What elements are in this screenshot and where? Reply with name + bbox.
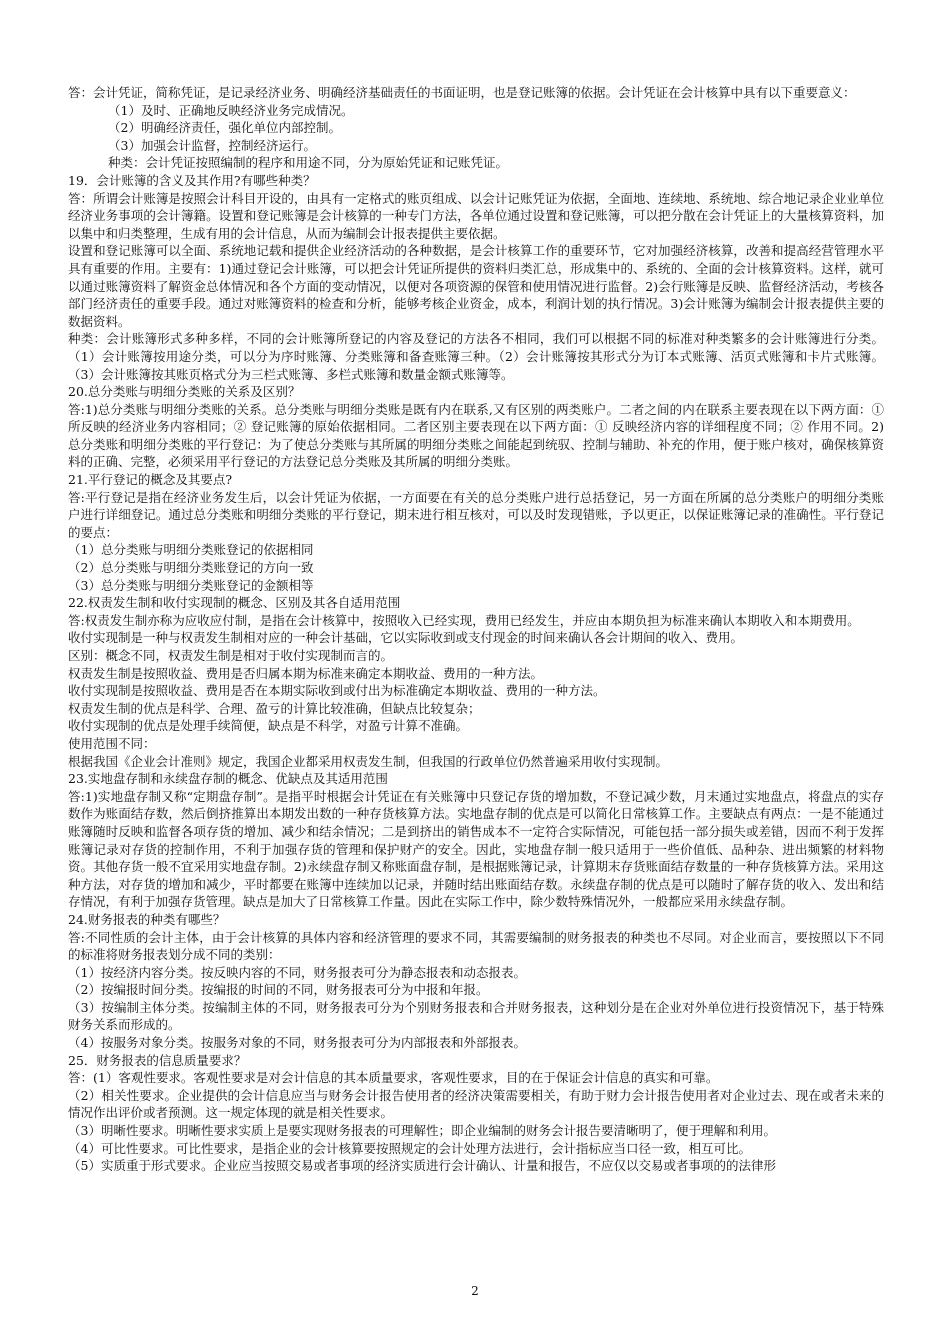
list-item: （1）及时、正确地反映经济业务完成情况。	[108, 102, 354, 118]
document-body	[68, 84, 884, 1175]
question-heading: 22.权责发生制和收付实现制的概念、区别及其各自适用范围	[68, 595, 401, 611]
answer-paragraph: 答:1)实地盘存制又称“定期盘存制”。是指平时根据会计凭证在有关账簿中只登记存货的增加数，不登记减少数，月末通过实地盘点，将盘点的实存数作为账面结存数，然后倒挤推算出本期发出数的一种存货核算方法。实地盘存制的优点是可以简化日常核算工作。主要缺点有两点：一是不能通过账簿随时反映和监督各项存货的增加、减少和结余情况；二是到挤出的销售成本不一定符合实际情况，可能包括一部分损失或差错，因而不利于发挥账簿记录对存货的控制作用，不利于加强存货的管理和保护财产的安全。因此，实地盘存制一般只适用于一些价值低、品种杂、进出频繁的材料物资。其他存货一般不宜采用实地盘存制。2)永续盘存制又称账面盘存制，是根据账簿记录，计算期末存货账面结存数量的一种存货核算方法。采用这种方法，对存货的增加和减少，平时都要在账簿中连续加以记录，并随时结出账面结存数。永续盘存制的优点是可以随时了解存货的收入、发出和结存情况，有利于加强存货管理。缺点是加大了日常核算工作量。因此在实际工作中，除少数特殊情况外，一般都应采用永续盘存制。	[68, 788, 884, 910]
paragraph: 设置和登记账簿可以全面、系统地记载和提供企业经济活动的各种数据，是会计核算工作的重要环节，它对加强经济核算，改善和提高经营管理水平具有重要的作用。主要有：1)通过登记会计账簿，可以把会计凭证所提供的资料归类汇总，形成集中的、系统的、全面的会计核算资料。这样，就可以通过账簿资料了解资金总体情况和各个方面的变动情况，以便对各项资源的保管和使用情况进行监督。2)会行账簿是反映、监督经济活动，考核各部门经济责任的重要手段。通过对账簿资料的检查和分析，能够考核企业资金，成本，利润计划的执行情况。3)会计账簿为编制会计报表提供主要的数据资料。	[68, 243, 884, 329]
question-heading: 20.总分类账与明细分类账的关系及区别？	[68, 384, 301, 400]
list-item: （4）可比性要求。可比性要求，是指企业的会计核算要按照规定的会计处理方法进行，会计指标应当口径一致，相互可比。	[68, 1140, 751, 1156]
page-number: 2	[471, 1284, 479, 1298]
paragraph: 收付实现制是按照收益、费用是否在本期实际收到或付出为标准确定本期收益、费用的一种方法。	[68, 683, 606, 699]
paragraph: 根据我国《企业会计准则》规定，我国企业都采用权责发生制，但我国的行政单位仍然普遍采用收付实现制。	[68, 753, 669, 769]
answer-paragraph: 答:平行登记是指在经济业务发生后，以会计凭证为依据，一方面要在有关的总分类账户进行总括登记，另一方面在所属的总分类账户的明细分类账户进行详细登记。通过总分类账和明细分类账的平行登记，期末进行相互核对，可以及时发现错账，予以更正，以保证账簿记录的准确性。平行登记的要点：	[68, 489, 884, 540]
answer-paragraph: 答:1)总分类账与明细分类账的关系。总分类账与明细分类账是既有内在联系,又有区别的两类账户。二者之间的内在联系主要表现在以下两方面：① 所反映的经济业务内容相同；② 登记账簿的原始依据相同。二者区别主要表现在以下两方面：① 反映经济内容的详细程度不同；② 作用不同。2) 总分类账和明细分类账的平行登记：为了使总分类账与其所属的明细分类账之间能起到统驭、控制与辅助、补充的作用，便于账户核对，确保核算资料的正确、完整，必须采用平行登记的方法登记总分类账及其所属的明细分类账。	[68, 401, 884, 470]
list-item: （3）明晰性要求。明晰性要求实质上是要实现财务报表的可理解性；即企业编制的财务会计报告要清晰明了，便于理解和利用。	[68, 1123, 776, 1139]
paragraph: 收付实现制是一种与权责发生制相对应的一种会计基础，它以实际收到或支付现金的时间来确认各会计期间的收入、费用。	[68, 630, 744, 646]
paragraph: 种类：会计凭证按照编制的程序和用途不同，分为原始凭证和记账凭证。	[108, 155, 509, 171]
answer-paragraph: 答：会计凭证，简称凭证，是记录经济业务、明确经济基础责任的书面证明，也是登记账簿的依据。会计凭证在会计核算中具有以下重要意义：	[68, 85, 856, 100]
question-heading: 23.实地盘存制和永续盘存制的概念、优缺点及其适用范围	[68, 771, 388, 787]
paragraph: 收付实现制的优点是处理手续简便，缺点是不科学，对盈亏计算不准确。	[68, 718, 469, 734]
question-heading: 24.财务报表的种类有哪些？	[68, 911, 226, 927]
paragraph: 区别：概念不同，权责发生制是相对于收付实现制而言的。	[68, 648, 394, 663]
question-heading: 21.平行登记的概念及其要点?	[68, 472, 233, 488]
list-item: （4）按服务对象分类。按服务对象的不同，财务报表可分为内部报表和外部报表。	[68, 1035, 526, 1051]
list-item: （3）总分类账与明细分类账登记的金额相等	[68, 577, 314, 593]
list-item: （1）按经济内容分类。按反映内容的不同，财务报表可分为静态报表和动态报表。	[68, 964, 526, 980]
list-item: （3）加强会计监督，控制经济运行。	[108, 137, 316, 153]
paragraph: 权责发生制是按照收益、费用是否归属本期为标准来确定本期收益、费用的一种方法。	[68, 665, 544, 681]
paragraph: 权责发生制的优点是科学、合理、盈亏的计算比较准确，但缺点比较复杂；	[68, 700, 481, 716]
paragraph: 使用范围不同：	[68, 735, 156, 751]
list-item: （5）实质重于形式要求。企业应当按照交易或者事项的经济实质进行会计确认、计量和报告，不应仅以交易或者事项的的法律形	[68, 1158, 776, 1174]
answer-paragraph: 答：所谓会计账簿是按照会计科目开设的，由具有一定格式的账页组成、以会计记账凭证为依据，全面地、连续地、系统地、综合地记录企业业单位经济业务事项的会计簿籍。设置和登记账簿是会计核算的一种专门方法，各单位通过设置和登记账簿，可以把分散在会计凭证上的大量核算资料，加以集中和归类整理，生成有用的会计信息，从而为编制会计报表提供主要依据。	[68, 190, 884, 241]
answer-paragraph: 答:权责发生制亦称为应收应付制，是指在会计核算中，按照收入已经实现，费用已经发生，并应由本期负担为标准来确认本期收入和本期费用。	[68, 612, 860, 628]
answer-paragraph: 答:不同性质的会计主体，由于会计核算的具体内容和经济管理的要求不同，其需要编制的财务报表的种类也不尽同。对企业而言，要按照以下不同的标准将财务报表划分成不同的类别：	[68, 929, 884, 963]
paragraph: 种类：会计账簿形式多种多样，不同的会计账簿所登记的内容及登记的方法各不相同，我们可以根据不同的标准对种类繁多的会计账簿进行分类。（1）会计账簿按用途分类，可以分为序时账簿、分类账簿和备查账簿三种。（2）会计账簿按其形式分为订本式账簿、活页式账簿和卡片式账簿。（3）会计账簿按其账页格式分为三栏式账簿、多栏式账簿和数量金额式账簿等。	[68, 331, 884, 382]
list-item: （3）按编制主体分类。按编制主体的不同，财务报表可分为个别财务报表和合并财务报表，这种划分是在企业对外单位进行投资情况下，基于特殊财务关系而形成的。	[68, 999, 884, 1033]
answer-paragraph: 答：(1）客观性要求。客观性要求是对会计信息的其本质量要求，客观性要求，目的在于保证会计信息的真实和可靠。	[68, 1070, 719, 1086]
list-item: （2）总分类账与明细分类账登记的方向一致	[68, 560, 314, 576]
question-heading: 25．财务报表的信息质量要求？	[68, 1052, 247, 1068]
list-item: （2）相关性要求。企业提供的会计信息应当与财务会计报告使用者的经济决策需要相关，有助于财力会计报告使用者对企业过去、现在或者未来的情况作出评价或者预测。这一规定体现的就是相关性要求。	[68, 1087, 884, 1121]
list-item: （2）明确经济责任，强化单位内部控制。	[108, 120, 341, 136]
list-item: （1）总分类账与明细分类账登记的依据相同	[68, 542, 314, 558]
question-heading: 19．会计账簿的含义及其作用?有哪些种类？	[68, 172, 316, 188]
list-item: （2）按编报时间分类。按编报的时间的不同，财务报表可分为中报和年报。	[68, 982, 489, 998]
